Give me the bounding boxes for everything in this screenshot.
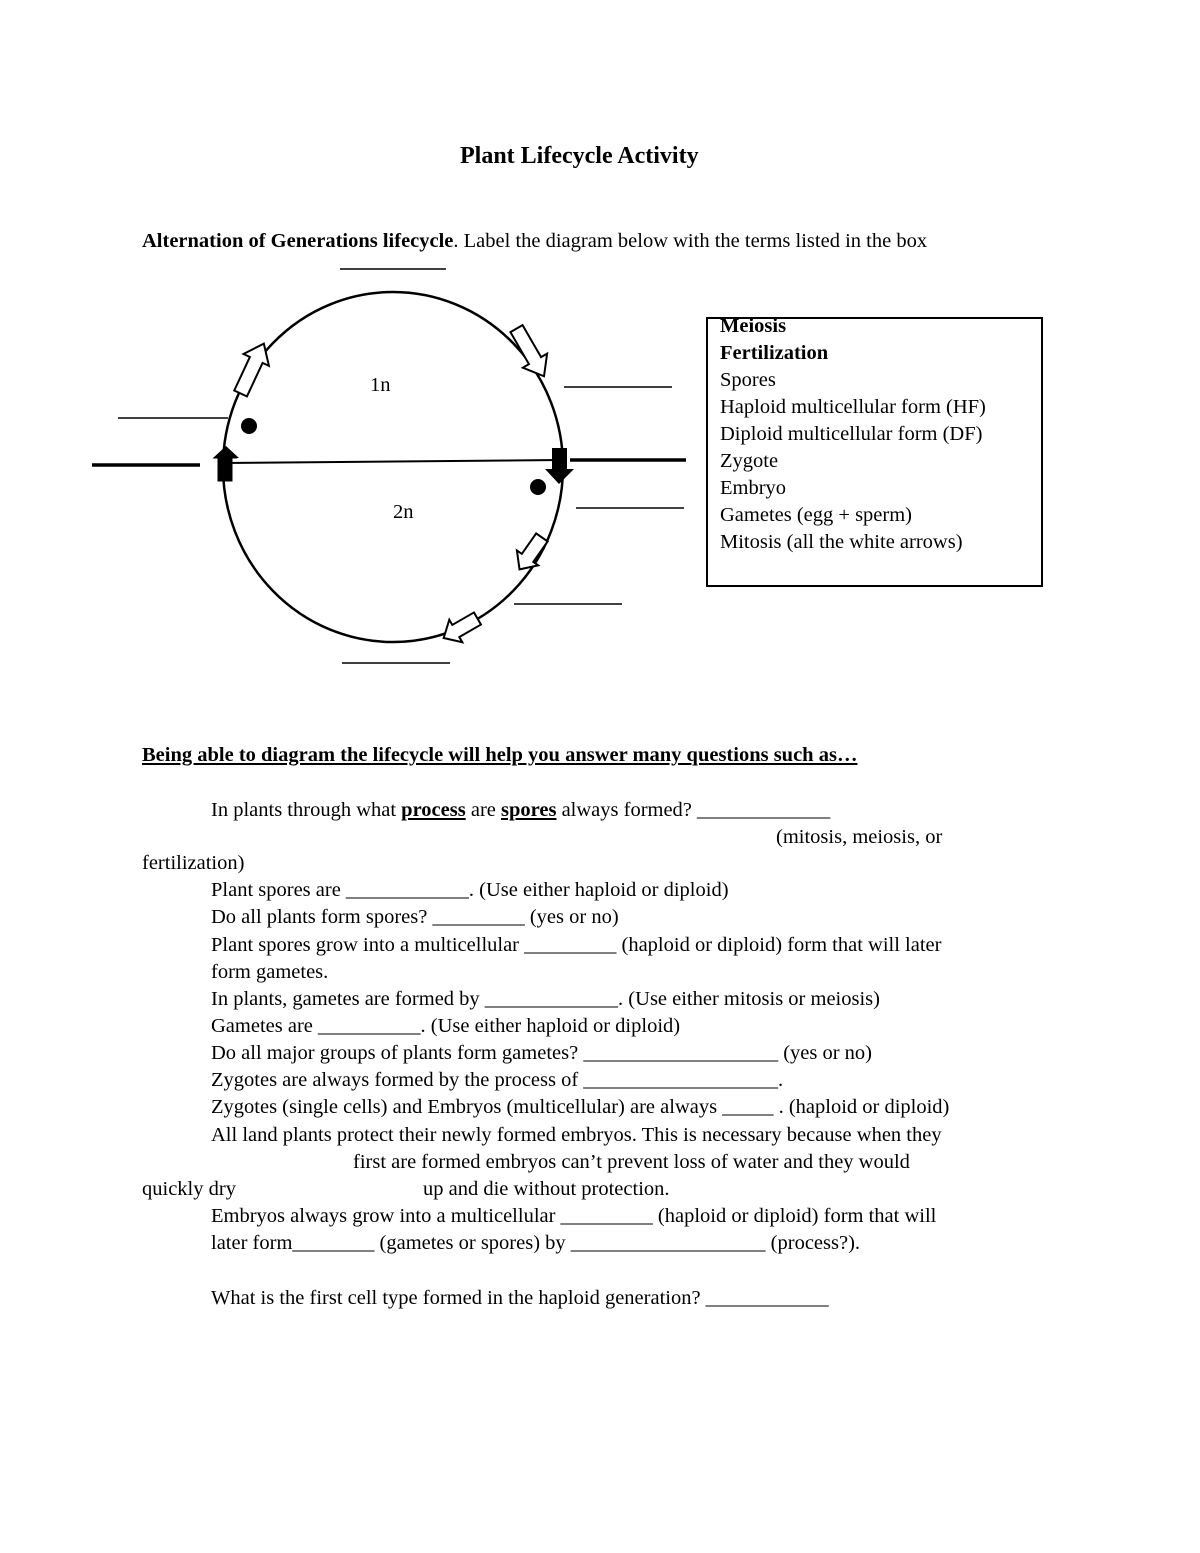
q1-text-c: are: [465, 799, 501, 821]
question-spores-grow-cont: form gametes.: [211, 961, 329, 983]
question-embryo-grow-cont: later form________ (gametes or spores) by ___________________ (process?).: [211, 1232, 861, 1254]
question-gametes-ploidy: Gametes are __________. (Use either haploid or diploid): [211, 1015, 681, 1037]
q1-spores: spores: [501, 799, 557, 821]
question-all-plants-spores: Do all plants form spores? _________ (yes or no): [211, 906, 619, 928]
section-heading: Being able to diagram the lifecycle will help you answer many questions such as…: [142, 744, 858, 766]
question-zygote-embryo-ploidy: Zygotes (single cells) and Embryos (multicellular) are always _____ . (haploid or diploid): [211, 1096, 950, 1118]
lifecycle-circle: [223, 292, 563, 642]
term-haploid-form: Haploid multicellular form (HF): [720, 396, 986, 418]
q1-text-e: always formed? _____________: [556, 799, 831, 821]
paragraph-embryo-protection-3a: quickly dry: [142, 1178, 236, 1200]
divider-line: [222, 460, 560, 463]
intro-bold: Alternation of Generations lifecycle: [142, 230, 454, 252]
white-arrow-bottom-icon: [437, 607, 484, 649]
question-spores-grow: Plant spores grow into a multicellular _________ (haploid or diploid) form that will later: [211, 934, 942, 956]
q1-text-a: In plants through what: [211, 799, 402, 821]
question-spores-ploidy: Plant spores are ____________. (Use either haploid or diploid): [211, 879, 729, 901]
term-meiosis: Meiosis: [720, 315, 787, 337]
question-first-haploid-cell: What is the first cell type formed in the haploid generation? ____________: [211, 1287, 829, 1309]
question-zygote-process: Zygotes are always formed by the process of ___________________.: [211, 1069, 784, 1091]
label-1n: 1n: [370, 374, 391, 396]
question-1: [211, 797, 830, 824]
intro-rest: . Label the diagram below with the terms listed in the box: [453, 230, 928, 252]
paragraph-embryo-protection-3b: up and die without protection.: [423, 1178, 670, 1200]
dot-lower-right: [530, 479, 546, 495]
label-2n: 2n: [393, 501, 414, 523]
term-gametes: Gametes (egg + sperm): [720, 504, 913, 526]
question-1-options-cont: fertilization): [142, 852, 245, 874]
term-mitosis: Mitosis (all the white arrows): [720, 531, 963, 553]
question-gametes-formed-by: In plants, gametes are formed by _____________. (Use either mitosis or meiosis): [211, 988, 880, 1010]
paragraph-embryo-protection-2: first are formed embryos can’t prevent loss of water and they would: [353, 1151, 910, 1173]
black-arrow-down-icon: [545, 448, 574, 484]
term-diploid-form: Diploid multicellular form (DF): [720, 423, 983, 445]
terms-box: [706, 317, 1043, 587]
term-zygote: Zygote: [720, 450, 779, 472]
question-all-plants-gametes: Do all major groups of plants form gametes? ___________________ (yes or no): [211, 1042, 873, 1064]
q1-process: process: [401, 799, 466, 821]
term-spores: Spores: [720, 369, 776, 391]
paragraph-embryo-protection: All land plants protect their newly formed embryos. This is necessary because when they: [211, 1124, 942, 1146]
white-arrow-upper-right-icon: [504, 322, 556, 384]
term-fertilization: Fertilization: [720, 342, 829, 364]
dot-upper-left: [241, 418, 257, 434]
page-title: Plant Lifecycle Activity: [460, 143, 699, 169]
question-1-options: (mitosis, meiosis, or: [776, 826, 943, 848]
question-embryo-grow: Embryos always grow into a multicellular _________ (haploid or diploid) form that will: [211, 1205, 937, 1227]
term-embryo: Embryo: [720, 477, 787, 499]
